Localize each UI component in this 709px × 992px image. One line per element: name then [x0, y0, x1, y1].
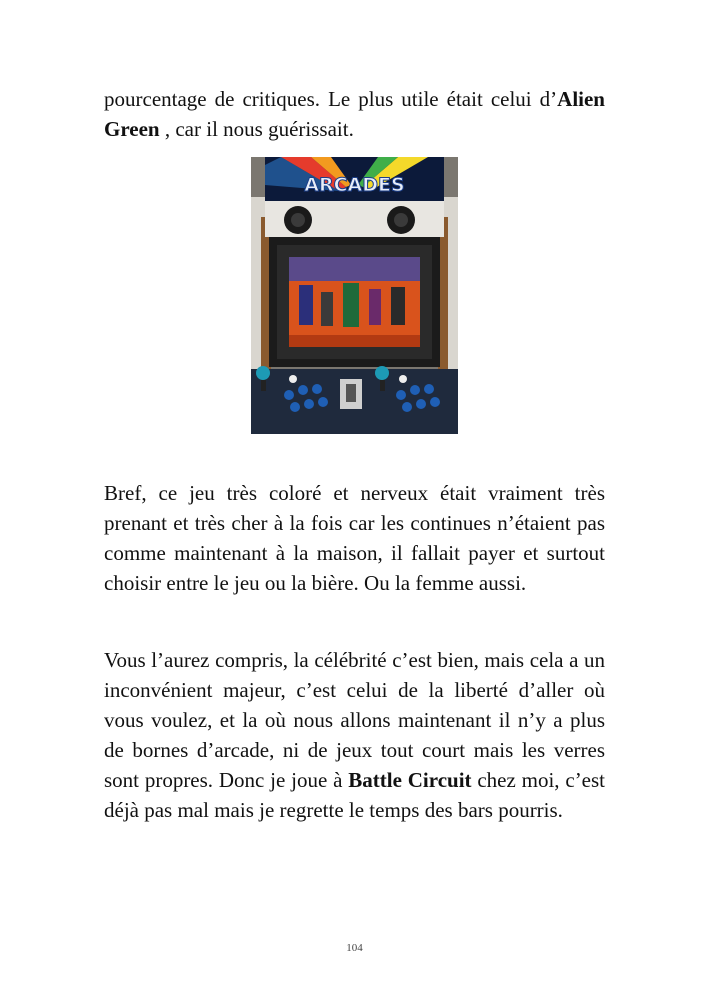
paragraph-2-text: Bref, ce jeu très coloré et nerveux était vraiment très prenant et très cher à la fois car les continues n’étaient pas comme maintenant à la maison, il fallait payer et surtout choisir entre le jeu ou la bière. Ou la femme aussi. [104, 481, 605, 595]
player-1-start-button [289, 375, 297, 383]
page-number: 104 [346, 942, 363, 954]
marquee-title: ARCADES [304, 174, 405, 196]
paragraph-3-text-end: chez moi, c’est déjà pas mal mais je regrette le temps des bars pourris. [104, 768, 606, 822]
marquee [265, 157, 444, 201]
right-speaker [387, 206, 415, 234]
left-speaker [284, 206, 312, 234]
arcade-cabinet-photo [251, 157, 458, 434]
game-screen [289, 257, 420, 347]
game-character-name: Alien Green [104, 87, 605, 141]
paragraph-3-text-start: Vous l’aurez compris, la célébrité c’est bien, mais cela a un inconvénient majeur, c’est celui de la liberté d’aller où vous voulez, et la où nous allons maintenant il n’y a plus de bornes d’arcade, ni de jeux tout court mais les verres sont propres. Donc je joue à [104, 648, 605, 792]
paragraph-1-text-end: , car il nous guérissait. [159, 117, 354, 141]
coin-slot [340, 379, 362, 409]
paragraph-1-text-start: pourcentage de critiques. Le plus utile était celui d’ [104, 87, 558, 111]
player-2-start-button [399, 375, 407, 383]
game-title: Battle Circuit [348, 768, 472, 792]
paragraph-1 [104, 84, 605, 144]
paragraph-3 [104, 645, 605, 825]
paragraph-2 [104, 478, 605, 598]
